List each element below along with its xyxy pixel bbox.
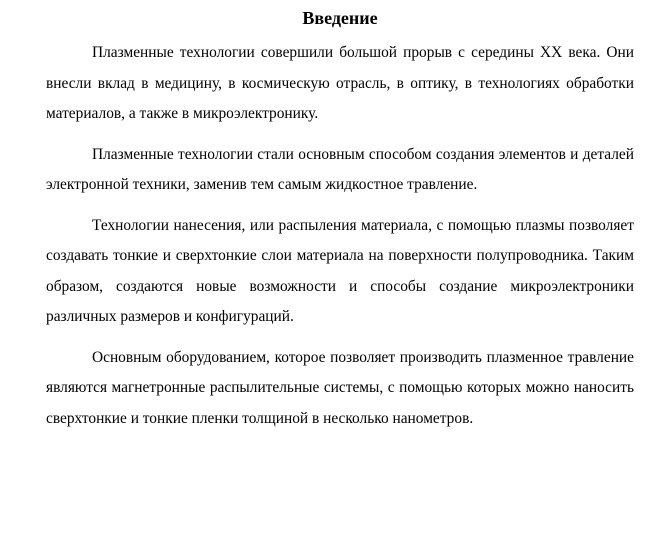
document-title: Введение xyxy=(302,8,378,28)
paragraph: Плазменные технологии стали основным способом создания элементов и деталей электронной техники, заменив тем самым жидкостное травление. xyxy=(46,145,634,193)
paragraph: Плазменные технологии совершили большой прорыв с середины XX века. Они внесли вклад в медицину, в космическую отрасль, в оптику, в технологиях обработки материалов, а также в микроэлектронику. xyxy=(46,44,634,122)
paragraph: Технологии нанесения, или распыления материала, с помощью плазмы позволяет создавать тонкие и сверхтонкие слои материала на поверхности полупроводника. Таким образом, создаются новые возможности и способы создание микроэлектроники различных размеров и конфигураций. xyxy=(46,216,634,325)
paragraph: Основным оборудованием, которое позволяет производить плазменное травление являются магнетронные распылительные системы, с помощью которых можно наносить сверхтонкие и тонкие пленки толщиной в несколько нанометров. xyxy=(46,348,634,427)
document-page xyxy=(46,6,634,444)
